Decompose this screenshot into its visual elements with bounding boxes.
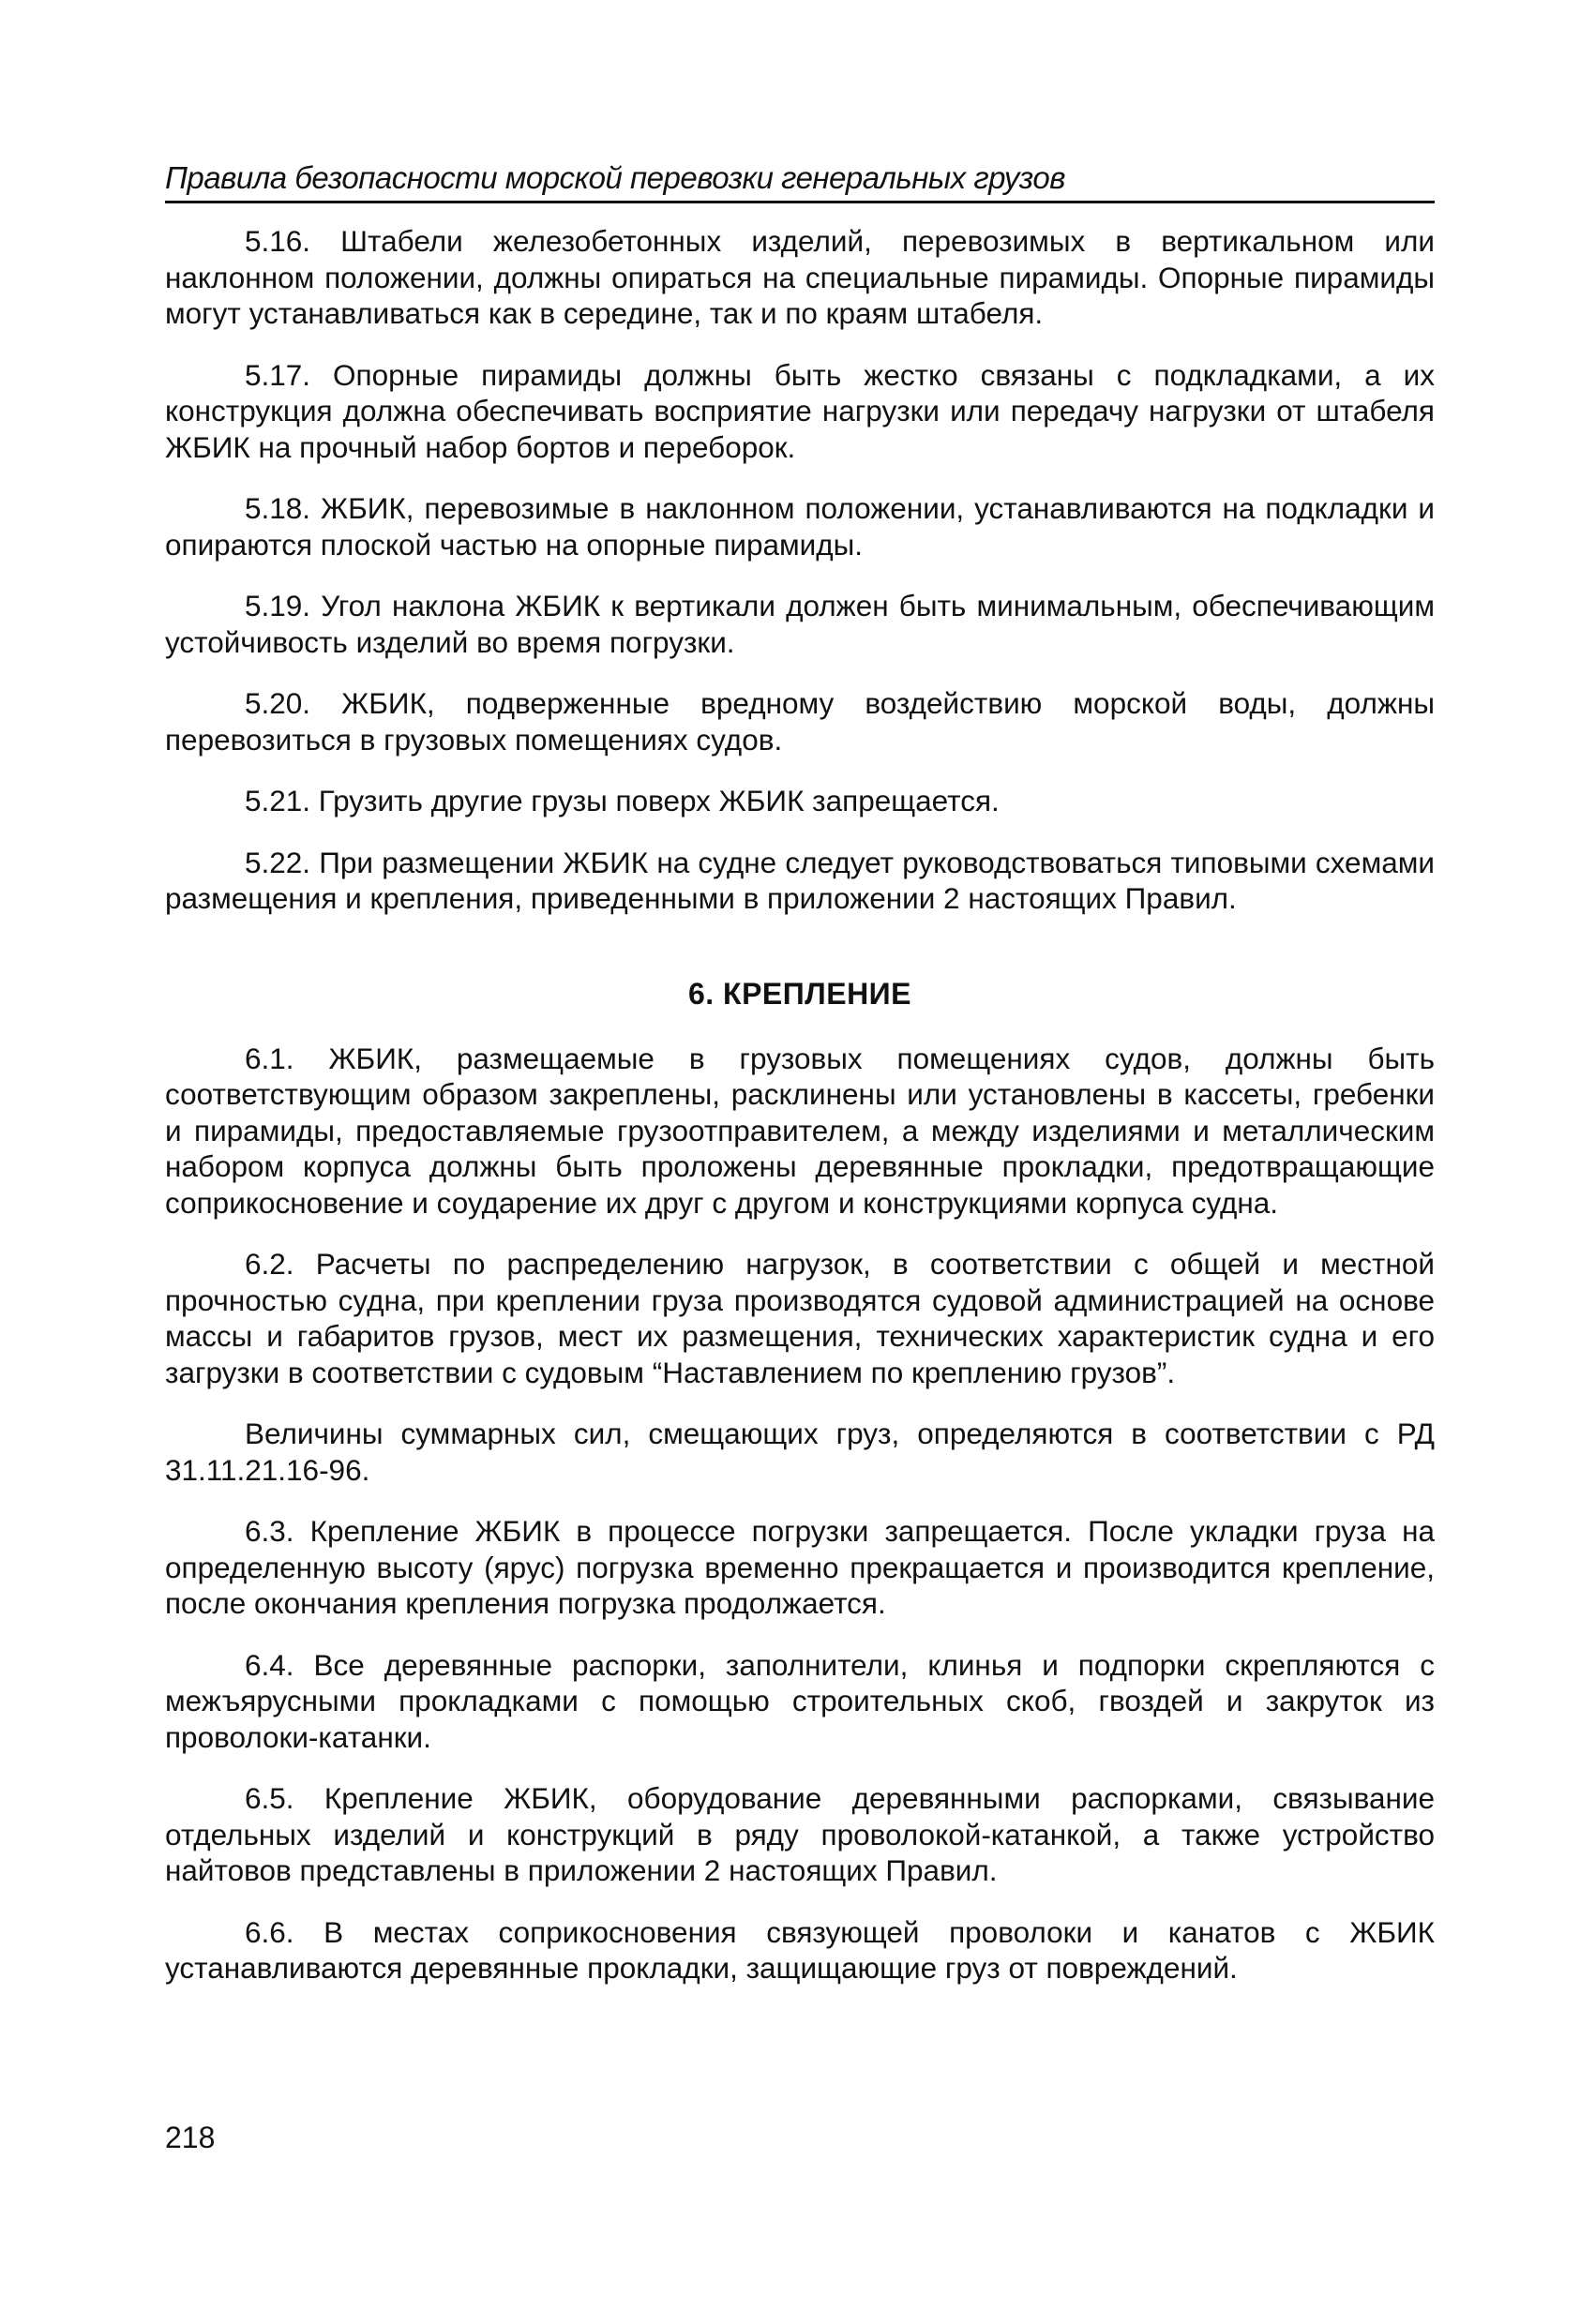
paragraph-5-20: 5.20. ЖБИК, подверженные вредному воздействию морской воды, должны перевозиться в грузовых помещениях судов.	[165, 686, 1435, 757]
paragraph-6-2-continued: Величины суммарных сил, смещающих груз, определяются в соответствии с РД 31.11.21.16-96.	[165, 1417, 1435, 1487]
paragraph-5-17: 5.17. Опорные пирамиды должны быть жестко связаны с подкладками, а их конструкция должна обеспечивать восприятие нагрузки или передачу нагрузки от штабеля ЖБИК на прочный набор бортов и переборок.	[165, 357, 1435, 464]
paragraph-5-18: 5.18. ЖБИК, перевозимые в наклонном положении, устанавливаются на подкладки и опираются плоской частью на опорные пирамиды.	[165, 491, 1435, 562]
running-header: Правила безопасности морской перевозки генеральных грузов	[165, 159, 1435, 203]
page-number: 218	[165, 2121, 216, 2154]
paragraph-6-1: 6.1. ЖБИК, размещаемые в грузовых помещениях судов, должны быть соответствующим образом закреплены, расклинены или установлены в кассеты, гребенки и пирамиды, предоставляемые грузоотправителем, а между изделиями и металлическим набором корпуса должны быть проложены деревянные прокладки, предотвращающие соприкосновение и соударение их друг с другом и конструкциями корпуса судна.	[165, 1041, 1435, 1220]
paragraph-6-3: 6.3. Крепление ЖБИК в процессе погрузки запрещается. После укладки груза на определенную высоту (ярус) погрузка временно прекращается и производится крепление, после окончания крепления погрузка продолжается.	[165, 1514, 1435, 1620]
section-title: 6. КРЕПЛЕНИЕ	[687, 976, 912, 1011]
paragraph-6-5: 6.5. Крепление ЖБИК, оборудование деревянными распорками, связывание отдельных изделий и конструкций в ряду проволокой-катанкой, а также устройство найтовов представлены в приложении 2 настоящих Правил.	[165, 1781, 1435, 1887]
paragraph-6-4: 6.4. Все деревянные распорки, заполнители, клинья и подпорки скрепляются с межъярусными прокладками с помощью строительных скоб, гвоздей и закруток из проволоки-катанки.	[165, 1647, 1435, 1754]
paragraph-5-21: 5.21. Грузить другие грузы поверх ЖБИК запрещается.	[245, 784, 1000, 817]
document-page	[165, 150, 1435, 2259]
page-content	[165, 223, 1435, 2012]
paragraph-6-6: 6.6. В местах соприкосновения связующей проволоки и канатов с ЖБИК устанавливаются деревянные прокладки, защищающие груз от повреждений.	[165, 1914, 1435, 1985]
paragraph-5-16: 5.16. Штабели железобетонных изделий, перевозимых в вертикальном или наклонном положении, должны опираться на специальные пирамиды. Опорные пирамиды могут устанавливаться как в середине, так и по краям штабеля.	[165, 224, 1435, 330]
paragraph-6-2: 6.2. Расчеты по распределению нагрузок, в соответствии с общей и местной прочностью судна, при креплении груза производятся судовой администрацией на основе массы и габаритов грузов, мест их размещения, технических характеристик судна и его загрузки в соответствии с судовым “Наставлением по креплению грузов”.	[165, 1247, 1435, 1389]
paragraph-5-22: 5.22. При размещении ЖБИК на судне следует руководствоваться типовыми схемами размещения и крепления, приведенными в приложении 2 настоящих Правил.	[165, 845, 1435, 915]
paragraph-5-19: 5.19. Угол наклона ЖБИК к вертикали должен быть минимальным, обеспечивающим устойчивость изделий во время погрузки.	[165, 589, 1435, 659]
